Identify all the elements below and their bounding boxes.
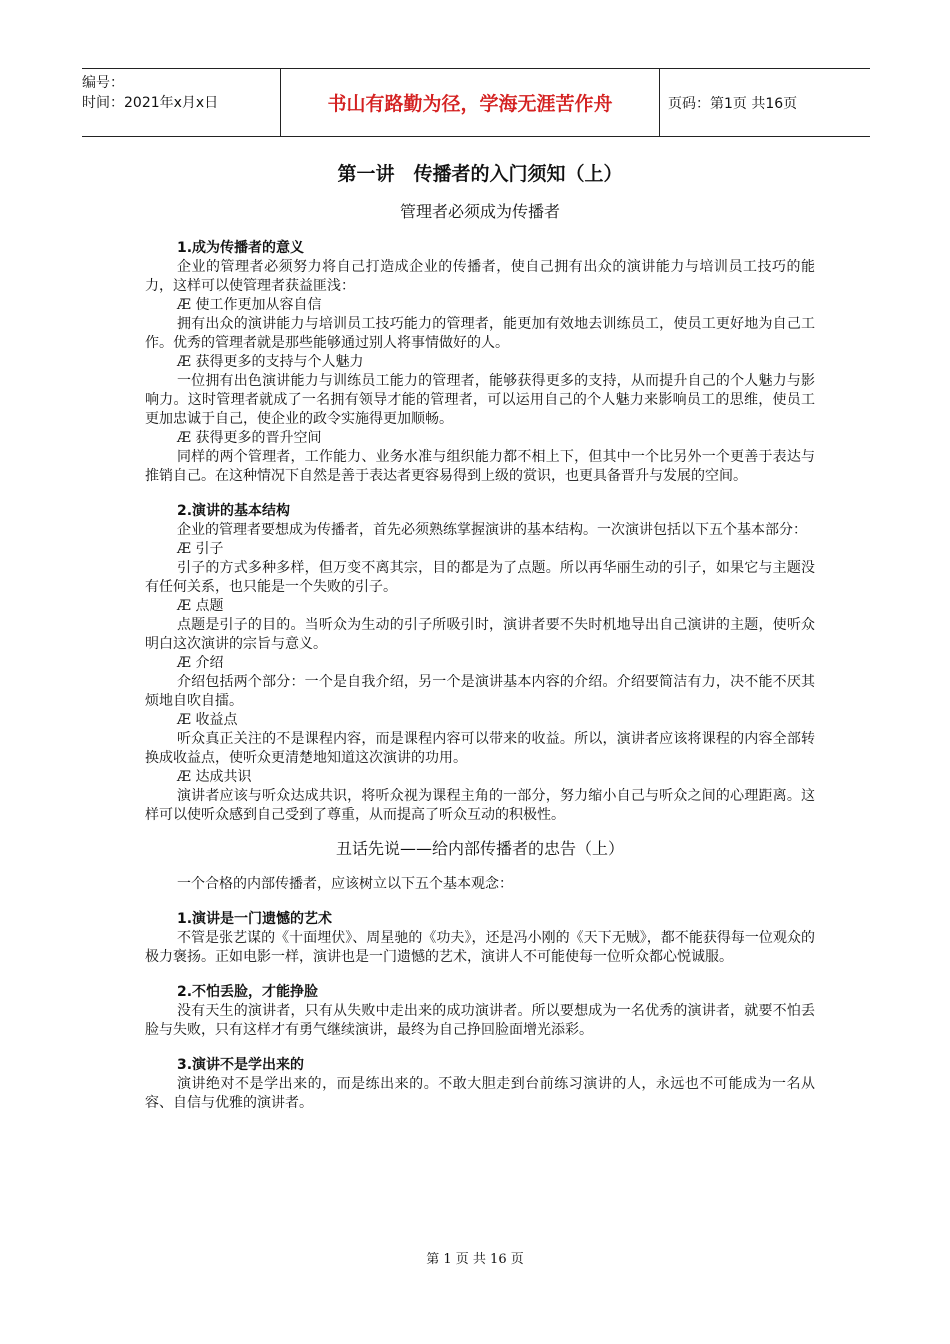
section-heading-2: 2.演讲的基本结构 <box>177 503 291 519</box>
paragraph: 引子的方式多种多样，但万变不离其宗，目的都是为了点题。所以再华丽生动的引子，如果它与主题没有任何关系，也只能是一个失败的引子。 <box>145 560 815 595</box>
header-page-info: 页码：第1页 共16页 <box>668 95 798 112</box>
advice-heading-3: 3.演讲不是学出来的 <box>177 1057 305 1073</box>
paragraph: 介绍包括两个部分：一个是自我介绍，另一个是演讲基本内容的介绍。介绍要简洁有力，决不能不厌其烦地自吹自擂。 <box>145 674 815 709</box>
page-footer: 第 1 页 共 16 页 <box>426 1252 524 1267</box>
header-meta <box>82 69 281 136</box>
lecture-title: 第一讲 传播者的入门须知（上） <box>337 163 623 185</box>
advice-heading-2: 2.不怕丢脸，才能挣脸 <box>177 984 319 1000</box>
page-header <box>82 68 870 137</box>
paragraph: 一位拥有出色演讲能力与训练员工能力的管理者，能够获得更多的支持，从而提升自己的个人魅力与影响力。这时管理者就成了一名拥有领导才能的管理者，可以运用自己的个人魅力来影响员工的思维，使员工更加忠诚于自己，使企业的政令实施得更加顺畅。 <box>145 373 815 427</box>
bullet-item: Æ 点题 <box>177 598 224 614</box>
doc-code-label: 编号： <box>82 75 124 91</box>
paragraph: 企业的管理者必须努力将自己打造成企业的传播者，使自己拥有出众的演讲能力与培训员工技巧的能力，这样可以使管理者获益匪浅： <box>145 259 815 294</box>
paragraph: 演讲绝对不是学出来的，而是练出来的。不敢大胆走到台前练习演讲的人，永远也不可能成为一名从容、自信与优雅的演讲者。 <box>145 1076 815 1111</box>
bullet-item: Æ 介绍 <box>177 655 224 671</box>
bullet-item: Æ 使工作更加从容自信 <box>177 297 322 313</box>
bullet-item: Æ 收益点 <box>177 712 238 728</box>
bullet-item: Æ 获得更多的晋升空间 <box>177 430 322 446</box>
paragraph: 听众真正关注的不是课程内容，而是课程内容可以带来的收益。所以，演讲者应该将课程的内容全部转换成收益点，使听众更清楚地知道这次演讲的功用。 <box>145 731 815 766</box>
section-title-advice: 丑话先说——给内部传播者的忠告（上） <box>335 839 624 858</box>
bullet-item: Æ 引子 <box>177 541 224 557</box>
section-title-managers: 管理者必须成为传播者 <box>399 202 560 221</box>
paragraph: 不管是张艺谋的《十面埋伏》、周星驰的《功夫》，还是冯小刚的《天下无贼》，都不能获得每一位观众的极力褒扬。正如电影一样，演讲也是一门遗憾的艺术，演讲人不可能使每一位听众都心悦诚服。 <box>145 930 815 965</box>
bullet-item: Æ 获得更多的支持与个人魅力 <box>177 354 364 370</box>
paragraph: 企业的管理者要想成为传播者，首先必须熟练掌握演讲的基本结构。一次演讲包括以下五个基本部分： <box>177 522 807 538</box>
document-body <box>145 152 815 1113</box>
paragraph: 同样的两个管理者，工作能力、业务水准与组织能力都不相上下，但其中一个比另外一个更善于表达与推销自己。在这种情况下自然是善于表达者更容易得到上级的赏识，也更具备晋升与发展的空间。 <box>145 449 815 484</box>
paragraph: 一个合格的内部传播者，应该树立以下五个基本观念： <box>177 876 513 892</box>
advice-heading-1: 1.演讲是一门遗憾的艺术 <box>177 911 333 927</box>
section-heading-1: 1.成为传播者的意义 <box>177 240 305 256</box>
paragraph: 没有天生的演讲者，只有从失败中走出来的成功演讲者。所以要想成为一名优秀的演讲者，就要不怕丢脸与失败，只有这样才有勇气继续演讲，最终为自己挣回脸面增光添彩。 <box>145 1003 815 1038</box>
header-motto: 书山有路勤为径，学海无涯苦作舟 <box>281 69 660 136</box>
bullet-item: Æ 达成共识 <box>177 769 252 785</box>
paragraph: 点题是引子的目的。当听众为生动的引子所吸引时，演讲者要不失时机地导出自己演讲的主题，使听众明白这次演讲的宗旨与意义。 <box>145 617 815 652</box>
doc-time-label: 时间：2021年x月x日 <box>82 95 219 111</box>
paragraph: 演讲者应该与听众达成共识，将听众视为课程主角的一部分，努力缩小自己与听众之间的心理距离。这样可以使听众感到自己受到了尊重，从而提高了听众互动的积极性。 <box>145 788 815 823</box>
paragraph: 拥有出众的演讲能力与培训员工技巧能力的管理者，能更加有效地去训练员工，使员工更好地为自己工作。优秀的管理者就是那些能够通过别人将事情做好的人。 <box>145 316 815 351</box>
